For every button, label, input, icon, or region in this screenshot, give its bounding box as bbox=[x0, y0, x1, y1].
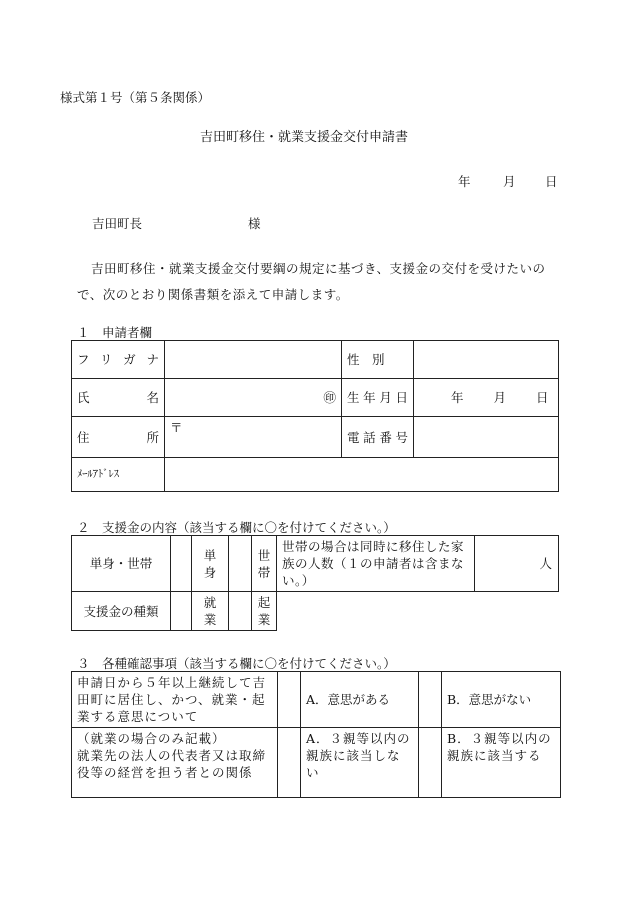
birthdate-label: 生年月日 bbox=[342, 379, 414, 417]
date-month-label: 月 bbox=[503, 174, 516, 189]
q2-option-a: A．３親等以内の親族に該当しない bbox=[301, 728, 419, 798]
q1-text: 申請日から５年以上継続して吉田町に居住し、かつ、就業・起業する意思について bbox=[72, 672, 278, 728]
startup-checkbox-cell[interactable] bbox=[229, 592, 252, 631]
birthdate-input[interactable] bbox=[414, 379, 559, 417]
date-day-label: 日 bbox=[545, 174, 558, 189]
single-label: 単身 bbox=[192, 536, 229, 592]
postal-mark: 〒 bbox=[170, 420, 183, 435]
gender-label: 性 別 bbox=[342, 341, 414, 379]
household-checkbox-cell[interactable] bbox=[229, 536, 252, 592]
gender-input[interactable] bbox=[414, 341, 559, 379]
single-household-label: 単身・世帯 bbox=[72, 536, 171, 592]
q2-note: （就業の場合のみ記載） bbox=[77, 731, 226, 746]
employment-checkbox-cell[interactable] bbox=[171, 592, 192, 631]
intro-paragraph: 吉田町移住・就業支援金交付要綱の規定に基づき、支援金の交付を受けたいので、次のとおり関係書類を添えて申請します。 bbox=[77, 261, 546, 302]
addressee-name: 吉田町長 bbox=[92, 216, 143, 231]
q1-option-a: A．意思がある bbox=[301, 672, 419, 728]
q2-text: 就業先の法人の代表者又は取締役等の経営を担う者との関係 bbox=[77, 748, 267, 780]
form-number: 様式第１号（第５条関係） bbox=[60, 90, 211, 105]
employment-label: 就業 bbox=[192, 592, 229, 631]
phone-label: 電話番号 bbox=[342, 417, 414, 458]
empty-area bbox=[277, 592, 559, 631]
email-input[interactable] bbox=[165, 458, 559, 492]
date-year-label: 年 bbox=[458, 174, 471, 189]
q2-cell bbox=[72, 728, 278, 798]
furigana-label: フリガナ bbox=[72, 341, 165, 379]
q2-b-checkbox-cell[interactable] bbox=[419, 728, 442, 798]
q1-a-checkbox-cell[interactable] bbox=[278, 672, 301, 728]
addressee-honorific: 様 bbox=[248, 216, 261, 231]
q1-option-b: B．意思がない bbox=[442, 672, 561, 728]
name-input[interactable] bbox=[165, 379, 342, 417]
furigana-input[interactable] bbox=[165, 341, 342, 379]
applicant-table bbox=[71, 340, 559, 492]
seal-mark: ㊞ bbox=[323, 390, 336, 405]
q1-b-checkbox-cell[interactable] bbox=[419, 672, 442, 728]
household-note: 世帯の場合は同時に移住した家族の人数（１の申請者は含まない。） bbox=[277, 536, 475, 592]
persons-input[interactable] bbox=[475, 536, 559, 592]
address-label: 住 所 bbox=[72, 417, 165, 458]
section2-heading: ２ 支援金の内容（該当する欄に〇を付けてください。） bbox=[77, 520, 396, 535]
name-label: 氏 名 bbox=[72, 379, 165, 417]
household-label: 世帯 bbox=[252, 536, 277, 592]
birth-day-label: 日 bbox=[536, 390, 549, 405]
subsidy-content-table bbox=[71, 535, 559, 631]
confirmation-table bbox=[71, 671, 561, 798]
section3-heading: ３ 各種確認事項（該当する欄に〇を付けてください。） bbox=[77, 656, 396, 671]
single-checkbox-cell[interactable] bbox=[171, 536, 192, 592]
address-input[interactable] bbox=[165, 417, 342, 458]
phone-input[interactable] bbox=[414, 417, 559, 458]
birth-month-label: 月 bbox=[493, 390, 507, 405]
page-title: 吉田町移住・就業支援金交付申請書 bbox=[200, 130, 409, 145]
persons-unit: 人 bbox=[539, 556, 552, 571]
section1-heading: １ 申請者欄 bbox=[77, 325, 153, 340]
birth-year-label: 年 bbox=[451, 390, 464, 405]
startup-label: 起業 bbox=[252, 592, 277, 631]
q2-a-checkbox-cell[interactable] bbox=[278, 728, 301, 798]
subsidy-type-label: 支援金の種類 bbox=[72, 592, 171, 631]
q2-option-b: B．３親等以内の親族に該当する bbox=[442, 728, 561, 798]
email-label: ﾒｰﾙｱﾄﾞﾚｽ bbox=[72, 458, 165, 492]
